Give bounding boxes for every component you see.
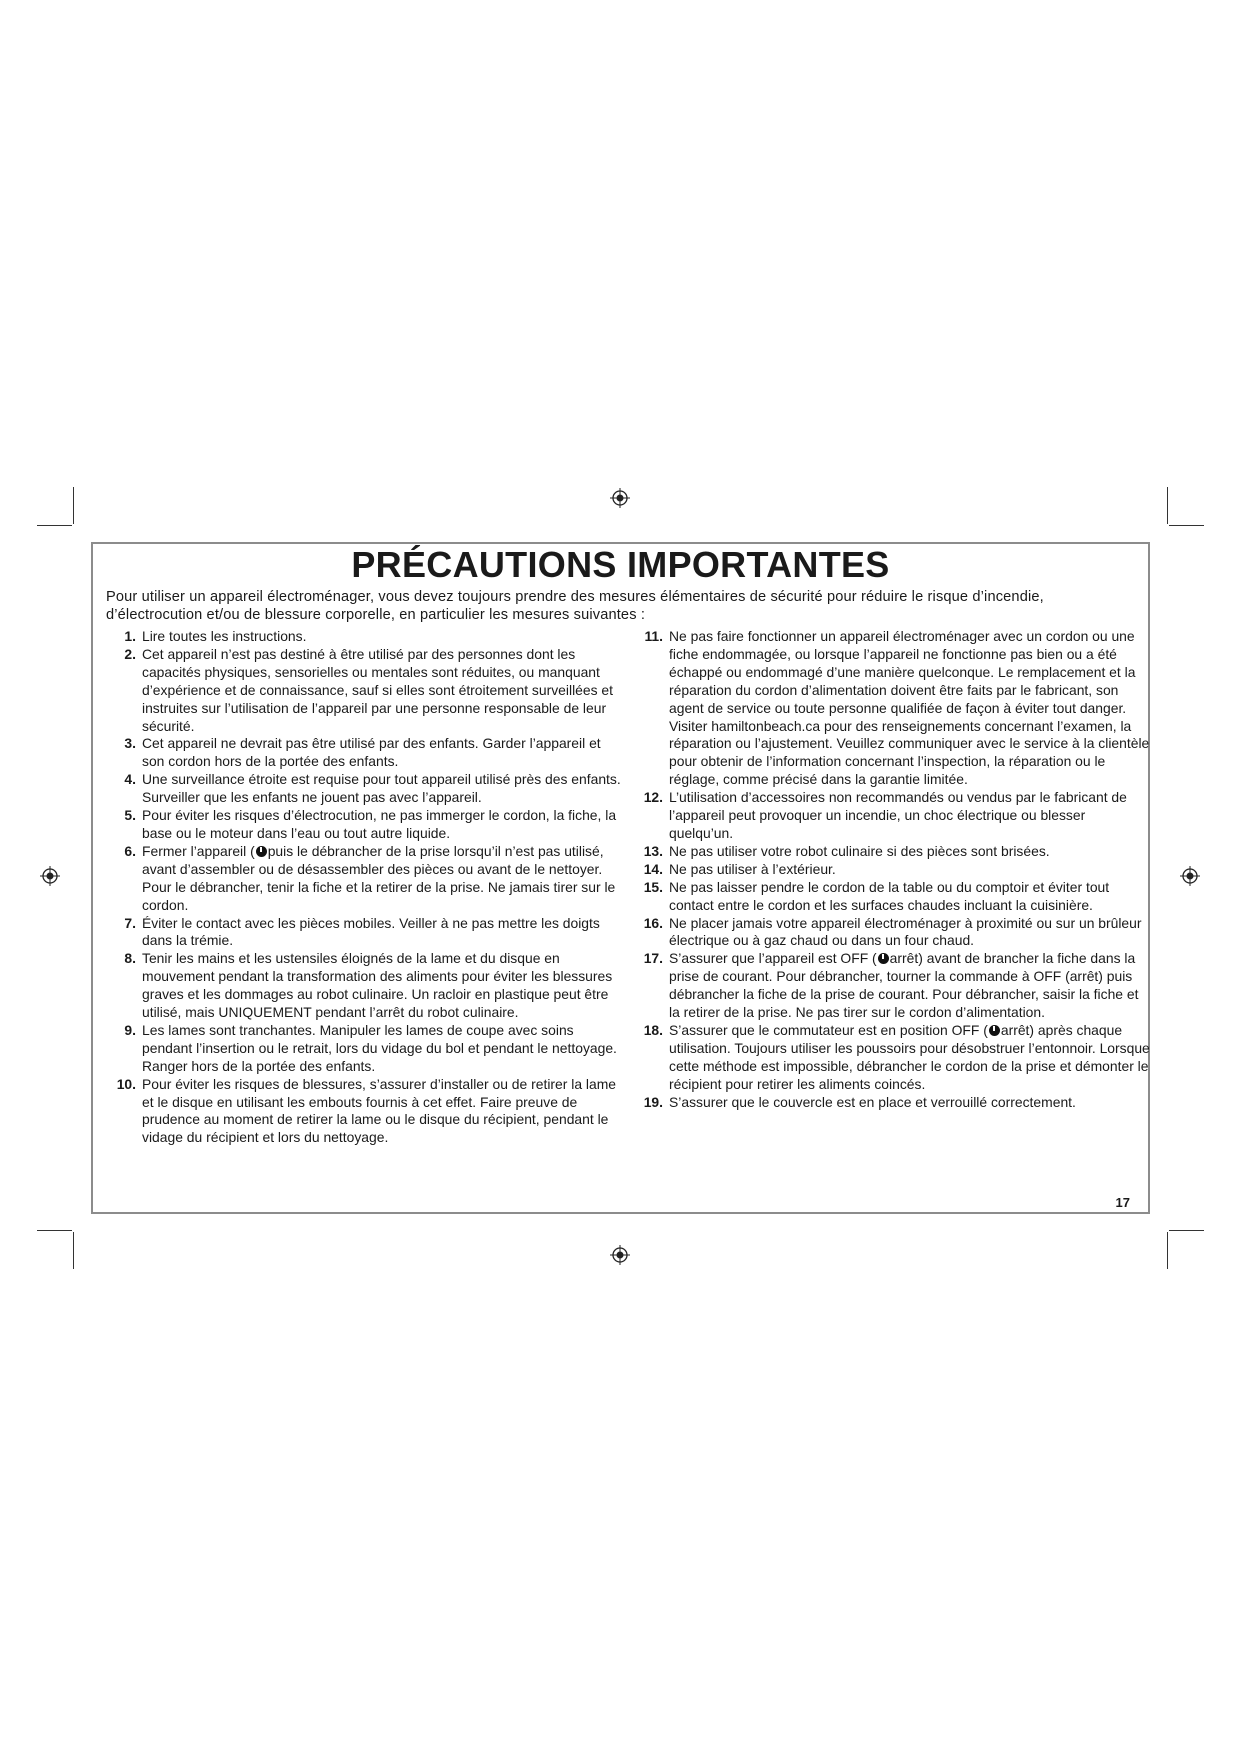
right-column-list bbox=[633, 628, 1151, 1111]
item-text: arrêt) après chaque utilisation. Toujours utiliser les poussoirs pour désobstruer l’entonnoir. Lorsque cette méthode est impossible, débrancher le cordon de la prise et démonter le récipient pour retirer les aliments coincés. bbox=[669, 1021, 1150, 1092]
list-item bbox=[633, 1022, 1151, 1094]
item-number: 9. bbox=[124, 1021, 136, 1038]
list-item bbox=[106, 950, 622, 1022]
item-text: Cet appareil ne devrait pas être utilisé par des enfants. Garder l’appareil et son cordon hors de la portée des enfants. bbox=[142, 735, 601, 770]
crop-mark-tl-v bbox=[73, 487, 74, 524]
item-text: Ne pas faire fonctionner un appareil électroménager avec un cordon ou une fiche endommagée, ou lorsque l’appareil ne fonctionne pas bien ou a été échappé ou endommagé d’une manière quelconque. Le remplacement et la réparation du cordon d’alimentation doivent être faits par le fabricant, son agent de service ou toute personne qualifiée de façon à éviter tout danger. Visiter hamiltonbeach.ca pour des renseignements concernant l’examen, la réparation ou l’ajustement. Veuillez communiquer avec le service à la clientèle pour obtenir de l’information concernant l’inspection, la réparation ou le réglage, comme précisé dans la garantie limitée. bbox=[669, 628, 1150, 788]
item-number: 12. bbox=[643, 789, 663, 806]
list-item bbox=[633, 861, 1151, 879]
power-off-icon bbox=[989, 1025, 1000, 1036]
item-text-prefix: S’assurer que le commutateur est en position OFF ( bbox=[669, 1021, 988, 1038]
intro-paragraph: Pour utiliser un appareil électroménager, vous devez toujours prendre des mesures élémentaires de sécurité pour réduire le risque d’incendie, d’électrocution et/ou de blessure corporelle, en particulier les mesures suivantes : bbox=[106, 589, 1044, 623]
left-column-list bbox=[106, 628, 622, 1147]
item-number: 6. bbox=[124, 842, 136, 859]
list-item bbox=[633, 915, 1151, 951]
item-number: 3. bbox=[124, 735, 136, 752]
list-item bbox=[633, 879, 1151, 915]
item-number: 2. bbox=[124, 645, 136, 662]
item-number: 18. bbox=[643, 1021, 663, 1038]
registration-mark-bottom-icon bbox=[610, 1245, 630, 1265]
list-item bbox=[106, 807, 622, 843]
item-number: 10. bbox=[116, 1075, 136, 1092]
item-text: Pour éviter les risques de blessures, s’assurer d’installer ou de retirer la lame et le disque en utilisant les embouts fournis à cet effet. Faire preuve de prudence au moment de retirer la lame ou le disque du récipient, pendant le vidage du récipient et lors du nettoyage. bbox=[142, 1075, 617, 1146]
item-text: puis le débrancher de la prise lorsqu’il n’est pas utilisé, avant d’assembler ou de désassembler des pièces ou avant de le nettoyer. Pour le débrancher, tenir la fiche et la retirer de la prise. Ne jamais tirer sur le cordon. bbox=[142, 842, 616, 913]
item-number: 17. bbox=[643, 950, 663, 967]
item-text: arrêt) avant de brancher la fiche dans la prise de courant. Pour débrancher, tourner la commande à OFF (arrêt) puis débrancher la fiche de la prise de courant. Pour débrancher, saisir la fiche et la retirer de la prise. Ne pas tirer sur le cordon d’alimentation. bbox=[669, 950, 1139, 1021]
item-text: Ne pas utiliser à l’extérieur. bbox=[669, 860, 836, 877]
registration-mark-left-icon bbox=[40, 866, 60, 886]
list-item bbox=[106, 843, 622, 915]
item-number: 8. bbox=[124, 950, 136, 967]
item-number: 19. bbox=[643, 1093, 663, 1110]
crop-mark-bl-v bbox=[73, 1232, 74, 1269]
item-number: 4. bbox=[124, 771, 136, 788]
list-item bbox=[106, 915, 622, 951]
list-item bbox=[106, 628, 622, 646]
safety-panel bbox=[91, 542, 1150, 1214]
list-item bbox=[106, 771, 622, 807]
item-text: Tenir les mains et les ustensiles éloignés de la lame et du disque en mouvement pendant la transformation des aliments pour éviter les blessures graves et les dommages au robot culinaire. Un racloir en plastique peut être utilisé, mais UNIQUEMENT pendant l’arrêt du robot culinaire. bbox=[142, 950, 613, 1021]
registration-mark-top-icon bbox=[610, 488, 630, 508]
list-item bbox=[106, 1022, 622, 1076]
item-text: Éviter le contact avec les pièces mobiles. Veiller à ne pas mettre les doigts dans la trémie. bbox=[142, 914, 600, 949]
item-text: Cet appareil n’est pas destiné à être utilisé par des personnes dont les capacités physiques, sensorielles ou mentales sont réduites, ou manquant d’expérience et de connaissance, sauf si elles sont étroitement surveillées et instruites sur l’utilisation de l’appareil par une personne responsable de leur sécurité. bbox=[142, 645, 613, 734]
item-text: Une surveillance étroite est requise pour tout appareil utilisé près des enfants. Surveiller que les enfants ne jouent pas avec l’appareil. bbox=[142, 771, 621, 806]
item-text: Ne pas laisser pendre le cordon de la table ou du comptoir et éviter tout contact entre le cordon et les surfaces chaudes incluant la cuisinière. bbox=[669, 878, 1110, 913]
list-item bbox=[633, 950, 1151, 1022]
crop-mark-bl-h bbox=[37, 1230, 72, 1231]
item-number: 7. bbox=[124, 914, 136, 931]
registration-mark-right-icon bbox=[1180, 866, 1200, 886]
crop-mark-tl-h bbox=[37, 525, 72, 526]
item-number: 16. bbox=[643, 914, 663, 931]
item-text: Ne placer jamais votre appareil électroménager à proximité ou sur un brûleur électrique ou à gaz chaud ou dans un four chaud. bbox=[669, 914, 1142, 949]
item-text: S’assurer que le couvercle est en place et verrouillé correctement. bbox=[669, 1093, 1076, 1110]
list-item bbox=[633, 628, 1151, 789]
item-number: 14. bbox=[643, 860, 663, 877]
list-item bbox=[106, 1076, 622, 1148]
item-text: Lire toutes les instructions. bbox=[142, 628, 307, 644]
item-number: 15. bbox=[643, 878, 663, 895]
item-text-prefix: Fermer l’appareil ( bbox=[142, 842, 255, 859]
list-item bbox=[633, 843, 1151, 861]
item-text: L’utilisation d’accessoires non recommandés ou vendus par le fabricant de l’appareil peut provoquer un incendie, un choc électrique ou blesser quelqu’un. bbox=[669, 789, 1127, 841]
list-item bbox=[633, 789, 1151, 843]
crop-mark-br-h bbox=[1169, 1230, 1204, 1231]
item-text: Pour éviter les risques d’électrocution, ne pas immerger le cordon, la fiche, la base ou le moteur dans l’eau ou tout autre liquide. bbox=[142, 807, 617, 841]
page-number: 17 bbox=[1115, 1195, 1130, 1210]
item-text: Les lames sont tranchantes. Manipuler les lames de coupe avec soins pendant l’insertion ou le retrait, lors du vidage du bol et pendant le nettoyage. Ranger hors de la portée des enfants. bbox=[142, 1021, 617, 1074]
crop-mark-br-v bbox=[1167, 1232, 1168, 1269]
list-item bbox=[106, 646, 622, 736]
item-number: 13. bbox=[643, 842, 663, 859]
power-off-icon bbox=[878, 953, 889, 964]
item-number: 1. bbox=[124, 628, 136, 644]
item-text: Ne pas utiliser votre robot culinaire si des pièces sont brisées. bbox=[669, 842, 1050, 859]
crop-mark-tr-v bbox=[1167, 487, 1168, 524]
list-item bbox=[633, 1094, 1151, 1112]
power-off-icon bbox=[256, 846, 267, 857]
list-item bbox=[106, 735, 622, 771]
page-title: PRÉCAUTIONS IMPORTANTES bbox=[351, 544, 890, 585]
item-number: 11. bbox=[644, 628, 663, 644]
crop-mark-tr-h bbox=[1169, 525, 1204, 526]
item-text-prefix: S’assurer que l’appareil est OFF ( bbox=[669, 950, 877, 967]
item-number: 5. bbox=[124, 807, 136, 824]
